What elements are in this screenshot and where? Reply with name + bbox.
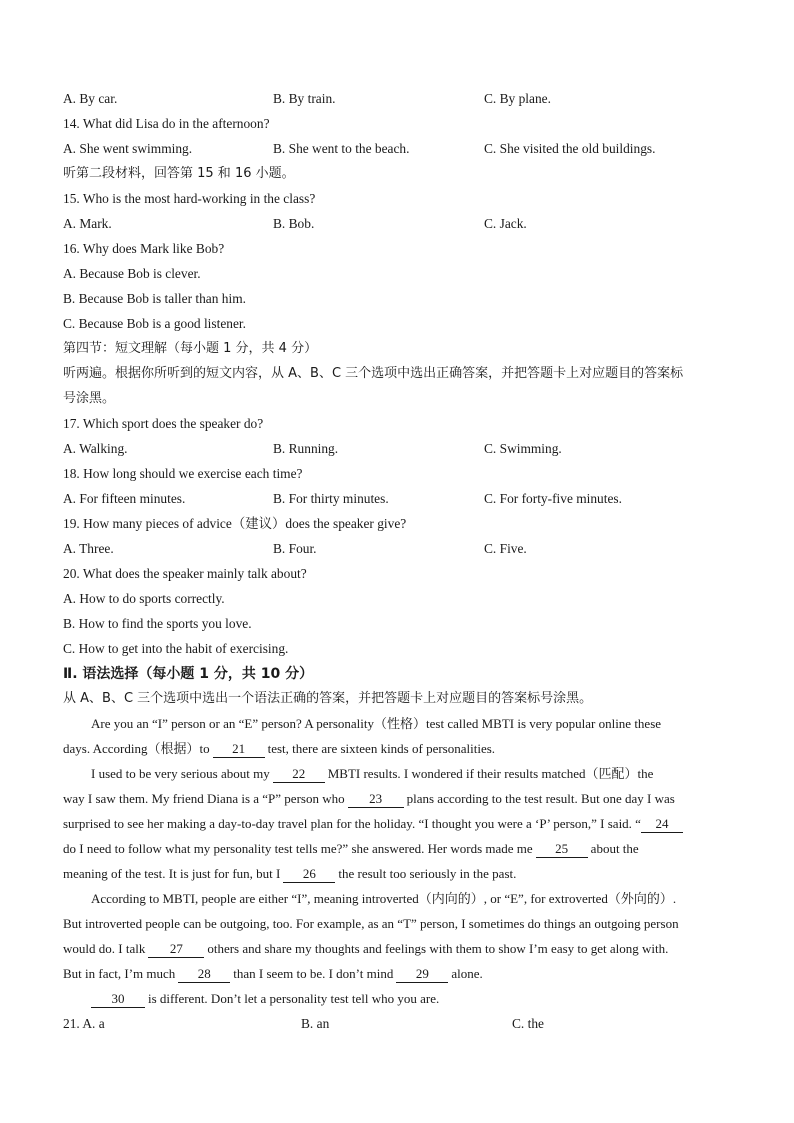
q17-option-b: B. Running. [273, 441, 339, 456]
p2-line5-text-a: meaning of the test. It is just for fun, but I [63, 866, 281, 881]
q17-question: 17. Which sport does the speaker do? [63, 416, 264, 431]
section4-instruction-line1: 听两遍。根据你所听到的短文内容，从 A、B、C 三个选项中选出正确答案，并把答题卡上对应题目的答案标 [63, 366, 684, 381]
q19-options [63, 538, 734, 560]
p3-line3 [63, 938, 734, 960]
q16-option-b: B. Because Bob is taller than him. [63, 291, 246, 306]
grammar-instruction: 从 A、B、C 三个选项中选出一个语法正确的答案，并把答题卡上对应题目的答案标号涂黑。 [63, 691, 593, 706]
p2-line5 [63, 863, 734, 885]
blank-29[interactable]: 29 [396, 965, 448, 983]
p2-line1 [91, 763, 734, 785]
blank-30[interactable]: 30 [91, 990, 145, 1008]
p4-line1-text-b: is different. Don’t let a personality test tell who you are. [148, 991, 440, 1006]
q13-option-c: C. By plane. [484, 91, 551, 106]
q18-options [63, 488, 734, 510]
q19-option-b: B. Four. [273, 541, 317, 556]
q15-option-b: B. Bob. [273, 216, 315, 231]
q20-option-a: A. How to do sports correctly. [63, 591, 225, 606]
p3-line4-text-c: alone. [451, 966, 483, 981]
p1-line2 [63, 738, 734, 760]
p2-line3-text-a: surprised to see her making a day-to-day travel plan for the holiday. “I thought you were a ‘P’ person,” I said. “ [63, 816, 641, 831]
p2-line2 [63, 788, 734, 810]
q21-options [63, 1013, 734, 1035]
blank-28[interactable]: 28 [178, 965, 230, 983]
p4-line1 [91, 988, 734, 1010]
blank-24[interactable]: 24 [641, 815, 683, 833]
blank-21[interactable]: 21 [213, 740, 265, 758]
q19-question: 19. How many pieces of advice（建议）does the speaker give? [63, 516, 407, 531]
section4-instruction-line2: 号涂黑。 [63, 391, 116, 406]
p3-line4-text-b: than I seem to be. I don’t mind [233, 966, 394, 981]
blank-27[interactable]: 27 [148, 940, 204, 958]
q13-options [63, 88, 734, 110]
q17-option-c: C. Swimming. [484, 441, 562, 456]
passage2-instruction: 听第二段材料，回答第 15 和 16 小题。 [63, 166, 295, 181]
q20-option-c: C. How to get into the habit of exercising. [63, 641, 289, 656]
grammar-title: Ⅱ. 语法选择（每小题 1 分，共 10 分） [63, 666, 314, 682]
p2-line4-text-a: do I need to follow what my personality test tells me?” she answered. Her words made me [63, 841, 533, 856]
p2-line3 [63, 813, 734, 835]
q13-option-a: A. By car. [63, 91, 118, 106]
blank-25[interactable]: 25 [536, 840, 588, 858]
q14-option-c: C. She visited the old buildings. [484, 141, 656, 156]
q20-question: 20. What does the speaker mainly talk about? [63, 566, 307, 581]
q21-option-c: C. the [512, 1016, 544, 1031]
p1-line1: Are you an “I” person or an “E” person? A personality（性格）test called MBTI is very popular online these [91, 716, 662, 731]
q18-option-b: B. For thirty minutes. [273, 491, 389, 506]
q18-option-a: A. For fifteen minutes. [63, 491, 186, 506]
p1-line2-text-a: days. According（根据）to [63, 741, 210, 756]
p1-line2-text-b: test, there are sixteen kinds of personalities. [267, 741, 496, 756]
p2-line4 [63, 838, 734, 860]
p3-line3-text-b: others and share my thoughts and feelings with them to show I’m easy to get along with. [207, 941, 669, 956]
p3-line4-text-a: But in fact, I’m much [63, 966, 176, 981]
q19-option-a: A. Three. [63, 541, 114, 556]
blank-23[interactable]: 23 [348, 790, 404, 808]
p3-line3-text-a: would do. I talk [63, 941, 146, 956]
q15-options [63, 213, 734, 235]
section4-title: 第四节：短文理解（每小题 1 分，共 4 分） [63, 341, 318, 356]
q14-option-a: A. She went swimming. [63, 141, 193, 156]
q21-option-a: 21. A. a [63, 1016, 105, 1031]
q21-option-b: B. an [301, 1016, 330, 1031]
p3-line2: But introverted people can be outgoing, too. For example, as an “T” person, I sometimes do things an outgoing person [63, 916, 679, 931]
q17-option-a: A. Walking. [63, 441, 128, 456]
q20-option-b: B. How to find the sports you love. [63, 616, 252, 631]
q15-question: 15. Who is the most hard-working in the class? [63, 191, 316, 206]
blank-26[interactable]: 26 [283, 865, 335, 883]
q15-option-c: C. Jack. [484, 216, 527, 231]
q13-option-b: B. By train. [273, 91, 336, 106]
p3-line1: According to MBTI, people are either “I”, meaning introverted（内向的）, or “E”, for extroverted（外向的）. [91, 891, 677, 906]
q18-question: 18. How long should we exercise each time? [63, 466, 303, 481]
q19-option-c: C. Five. [484, 541, 527, 556]
p2-line1-text-b: MBTI results. I wondered if their results matched（匹配）the [327, 766, 654, 781]
q14-question: 14. What did Lisa do in the afternoon? [63, 116, 270, 131]
q18-option-c: C. For forty-five minutes. [484, 491, 622, 506]
q14-options [63, 138, 734, 160]
q17-options [63, 438, 734, 460]
q16-option-a: A. Because Bob is clever. [63, 266, 201, 281]
p2-line1-text-a: I used to be very serious about my [91, 766, 270, 781]
q14-option-b: B. She went to the beach. [273, 141, 410, 156]
p2-line2-text-b: plans according to the test result. But one day I was [406, 791, 675, 806]
q16-question: 16. Why does Mark like Bob? [63, 241, 225, 256]
p2-line4-text-b: about the [590, 841, 639, 856]
p2-line5-text-b: the result too seriously in the past. [338, 866, 517, 881]
blank-22[interactable]: 22 [273, 765, 325, 783]
p3-line4 [63, 963, 734, 985]
q16-option-c: C. Because Bob is a good listener. [63, 316, 246, 331]
p2-line2-text-a: way I saw them. My friend Diana is a “P” person who [63, 791, 345, 806]
q15-option-a: A. Mark. [63, 216, 112, 231]
